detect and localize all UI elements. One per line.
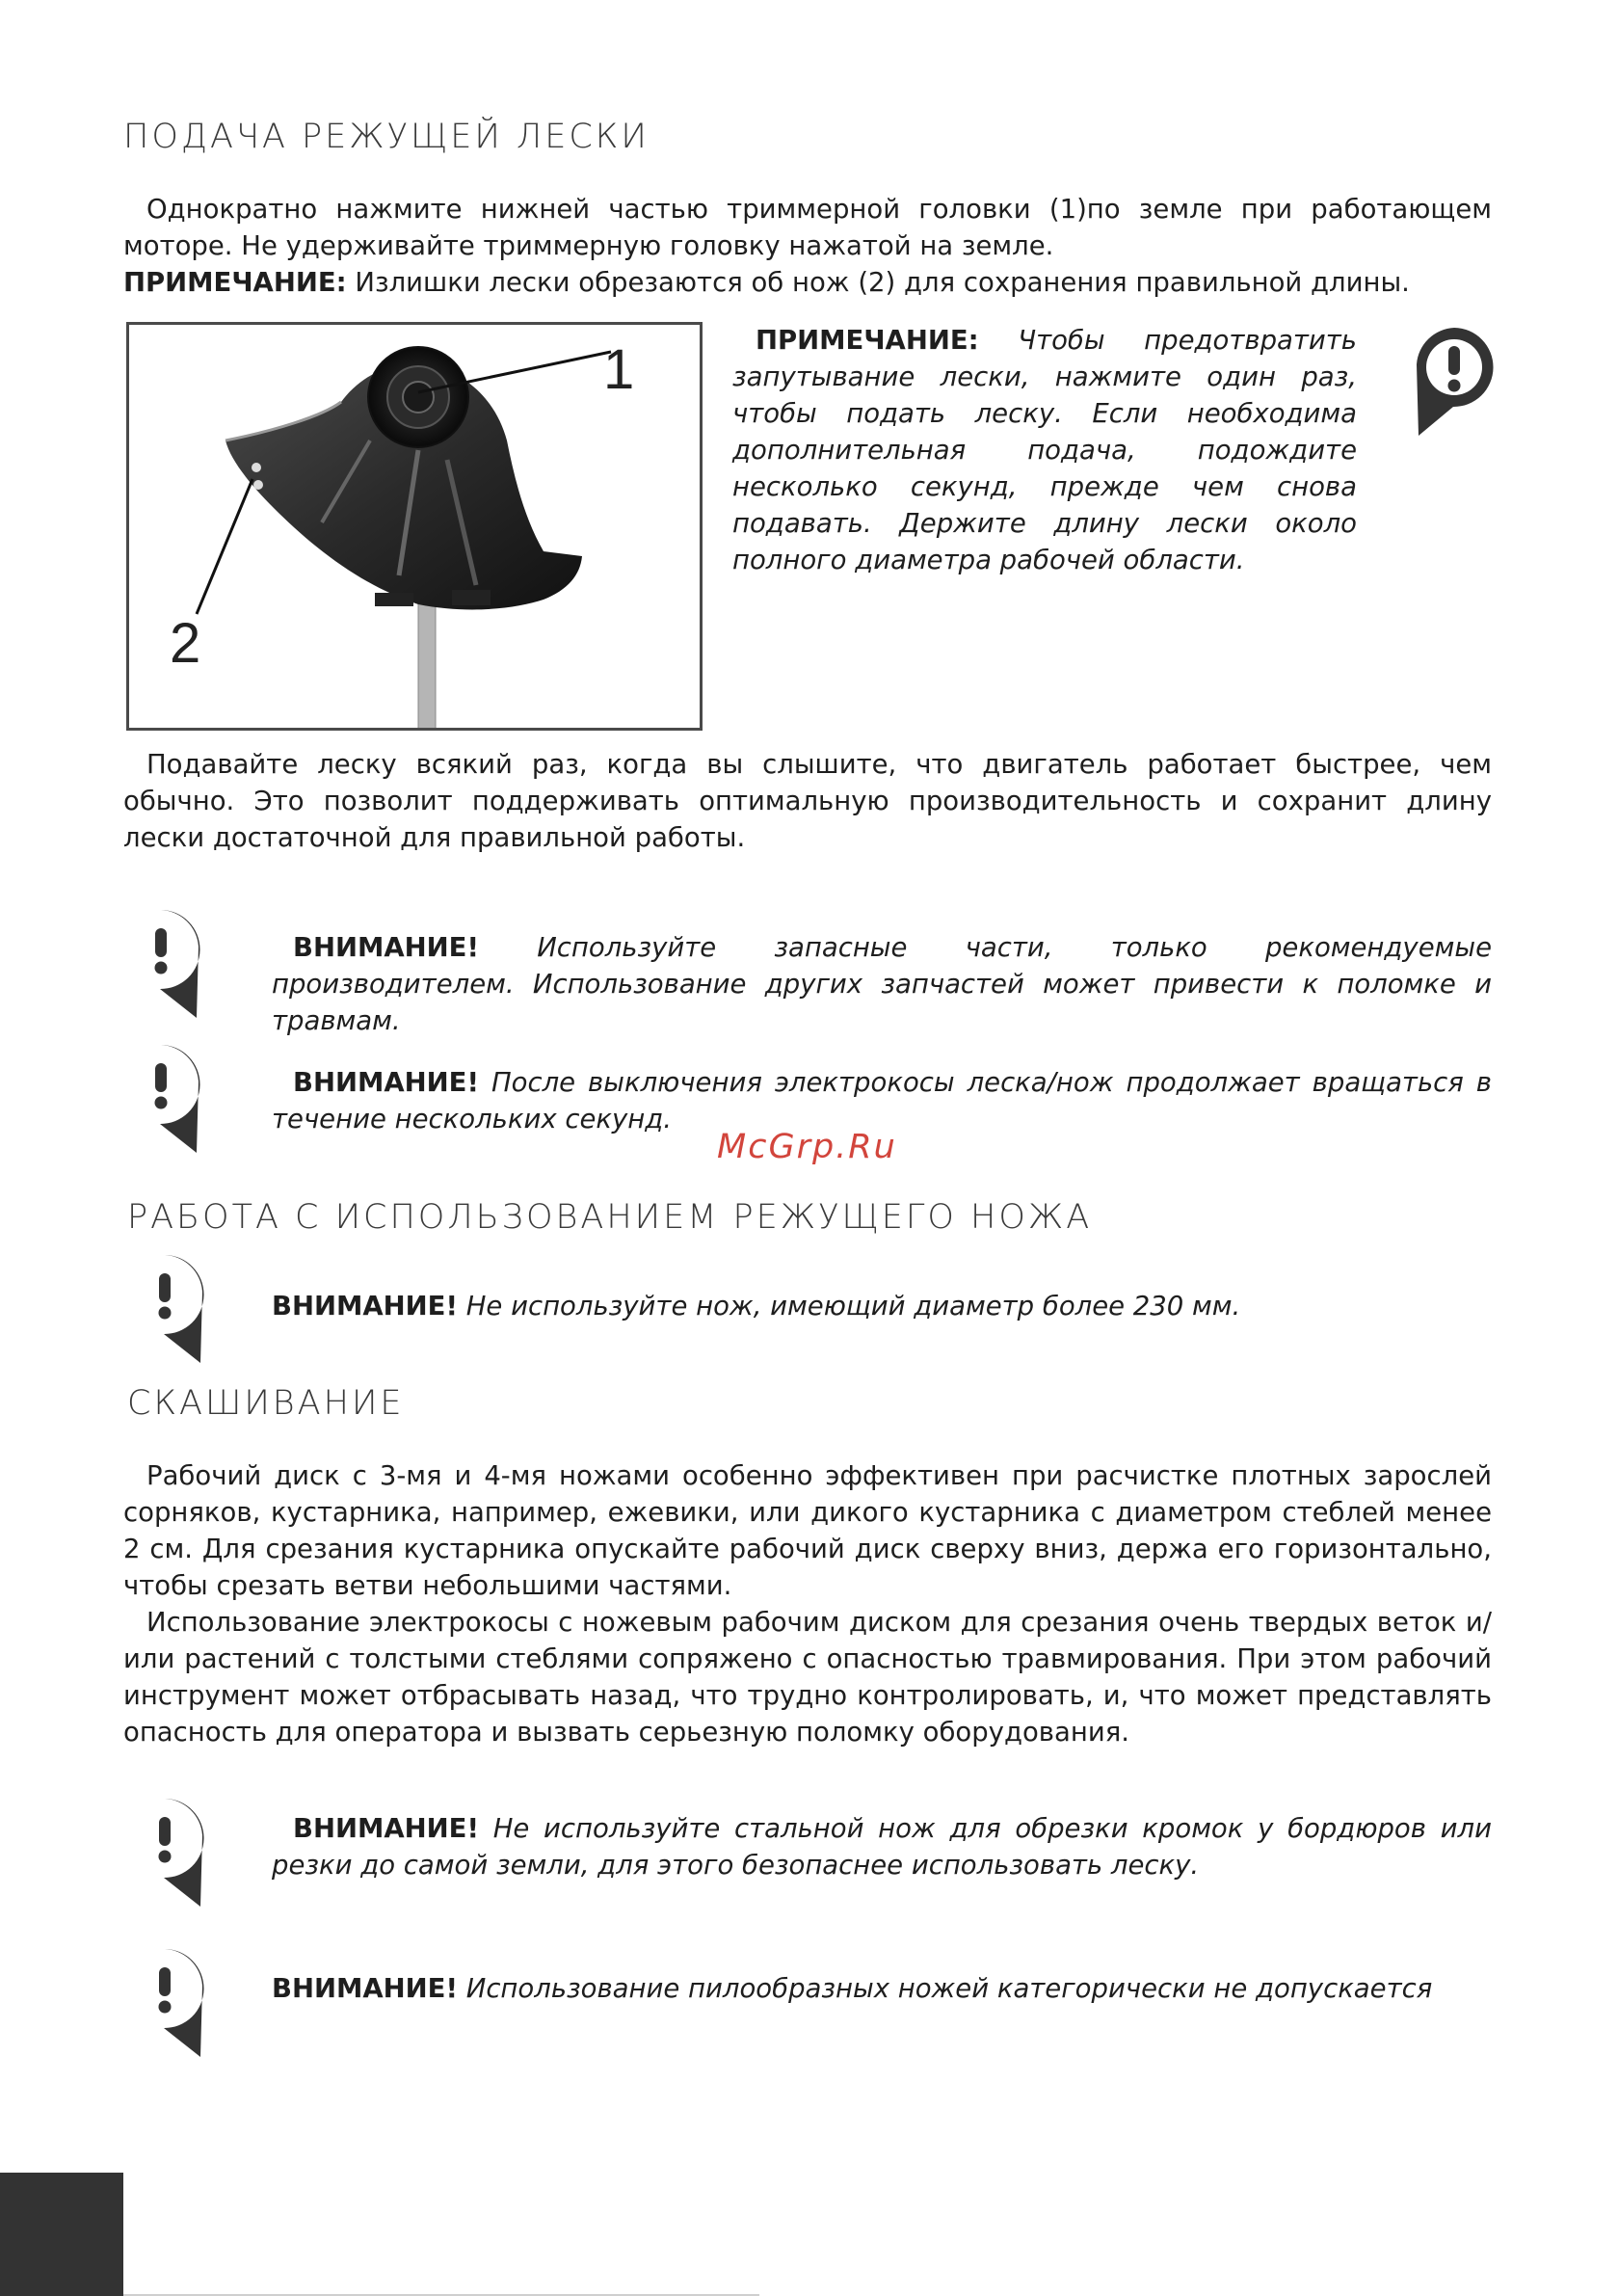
section-heading-mowing: СКАШИВАНИЕ [127,1384,405,1423]
warning-mowing-2-text: Использование пилообразных ножей категорически не допускается [458,1973,1433,2004]
feed-intro-block [123,191,1492,301]
knife-bolt [252,463,261,472]
warning-icon-2 [119,1043,202,1159]
warning-icon-1 [119,908,202,1024]
figure-label-2: 2 [170,612,201,675]
warning-1-text: Используйте запасные части, только рекомендуемые производителем. Использование других запчастей может привести к поломке и травмам. [272,932,1492,1036]
mowing-text-block [123,1457,1492,1750]
note-text: Излишки лески обрезаются об нож (2) для сохранения правильной длины. [346,267,1410,298]
shaft [418,595,436,728]
note-label: ПРИМЕЧАНИЕ: [123,267,347,298]
exclamation-pin-icon [119,1043,202,1159]
warning-icon-mowing-2 [123,1947,206,2063]
exclamation-pin-icon [123,1253,206,1369]
warning-1-label: ВНИМАНИЕ! [293,932,479,963]
mowing-para-2: Использование электрокосы с ножевым рабочим диском для срезания очень твердых веток и/или растений с толстыми стеблями сопряжено с опасностью травмирования. При этом рабочий инструмент может отбрасывать назад, что трудно контролировать, и, что может представлять опасность для оператора и вызвать серьезную поломку оборудования. [123,1607,1492,1748]
figure-label-1: 1 [603,338,635,401]
leader-line-2 [197,479,252,614]
feed-para-2-block [123,746,1492,856]
warning-knife-text: Не используйте нож, имеющий диаметр более 230 мм. [458,1291,1241,1322]
mowing-para-1: Рабочий диск с 3-мя и 4-мя ножами особенно эффективен при расчистке плотных зарослей сорняков, кустарника, например, ежевики, или дикого кустарника с диаметром стеблей менее 2 см. Для срезания кустарника опускайте рабочий диск сверху вниз, держа его горизонтально, чтобы срезать ветви небольшими частями. [123,1460,1492,1601]
trimmer-head-figure [126,322,703,731]
watermark: McGrp.Ru [717,1128,897,1166]
side-note-label: ПРИМЕЧАНИЕ: [756,325,979,356]
warning-mowing-1-text: Не используйте стальной нож для обрезки кромок у бордюров или резки до самой земли, для этого безопаснее использовать леску. [272,1813,1492,1881]
exclamation-pin-icon [123,1947,206,2063]
warning-2-text: После выключения электрокосы леска/нож продолжает вращаться в течение нескольких секунд. [272,1067,1492,1135]
feed-para-2: Подавайте леску всякий раз, когда вы слышите, что двигатель работает быстрее, чем обычно. Это позволит поддерживать оптимальную производительность и сохранит длину лески достаточной для правильной работы. [123,749,1492,853]
section-heading-feed: ПОДАЧА РЕЖУЩЕЙ ЛЕСКИ [123,118,650,156]
warning-icon-knife [123,1253,206,1369]
side-note [732,322,1357,578]
warning-knife [272,1288,1492,1324]
warning-knife-label: ВНИМАНИЕ! [272,1291,458,1322]
exclamation-pin-icon [1413,326,1496,441]
warning-mowing-1 [272,1810,1492,1883]
guard-tab [375,593,413,606]
feed-note [123,264,1492,301]
warning-mowing-1-label: ВНИМАНИЕ! [293,1813,479,1844]
page-corner-block [0,2173,123,2296]
guard-tab [452,590,491,605]
warning-mowing-2 [272,1970,1492,2007]
exclamation-pin-icon [119,908,202,1024]
warning-icon-side [1413,326,1496,441]
side-note-text: Чтобы предотвратить запутывание лески, нажмите один раз, чтобы подать леску. Если необходима дополнительная подача, подождите несколько секунд, прежде чем снова подавать. Держите длину лески около полного диаметра рабочей области. [732,325,1357,575]
warning-mowing-2-label: ВНИМАНИЕ! [272,1973,458,2004]
side-note-paragraph [732,322,1357,578]
exclamation-pin-icon [123,1797,206,1912]
warning-icon-mowing-1 [123,1797,206,1912]
feed-para-1: Однократно нажмите нижней частью триммерной головки (1)по земле при работающем моторе. Не удерживайте триммерную головку нажатой на земле. [123,194,1492,261]
trimmer-head-illustration [129,325,700,728]
knife-bolt [253,480,263,490]
warning-1 [272,929,1492,1039]
warning-2-label: ВНИМАНИЕ! [293,1067,479,1098]
trimmer-head-knob [403,382,434,413]
warning-2 [272,1064,1492,1137]
section-heading-knife: РАБОТА С ИСПОЛЬЗОВАНИЕМ РЕЖУЩЕГО НОЖА [127,1198,1093,1237]
